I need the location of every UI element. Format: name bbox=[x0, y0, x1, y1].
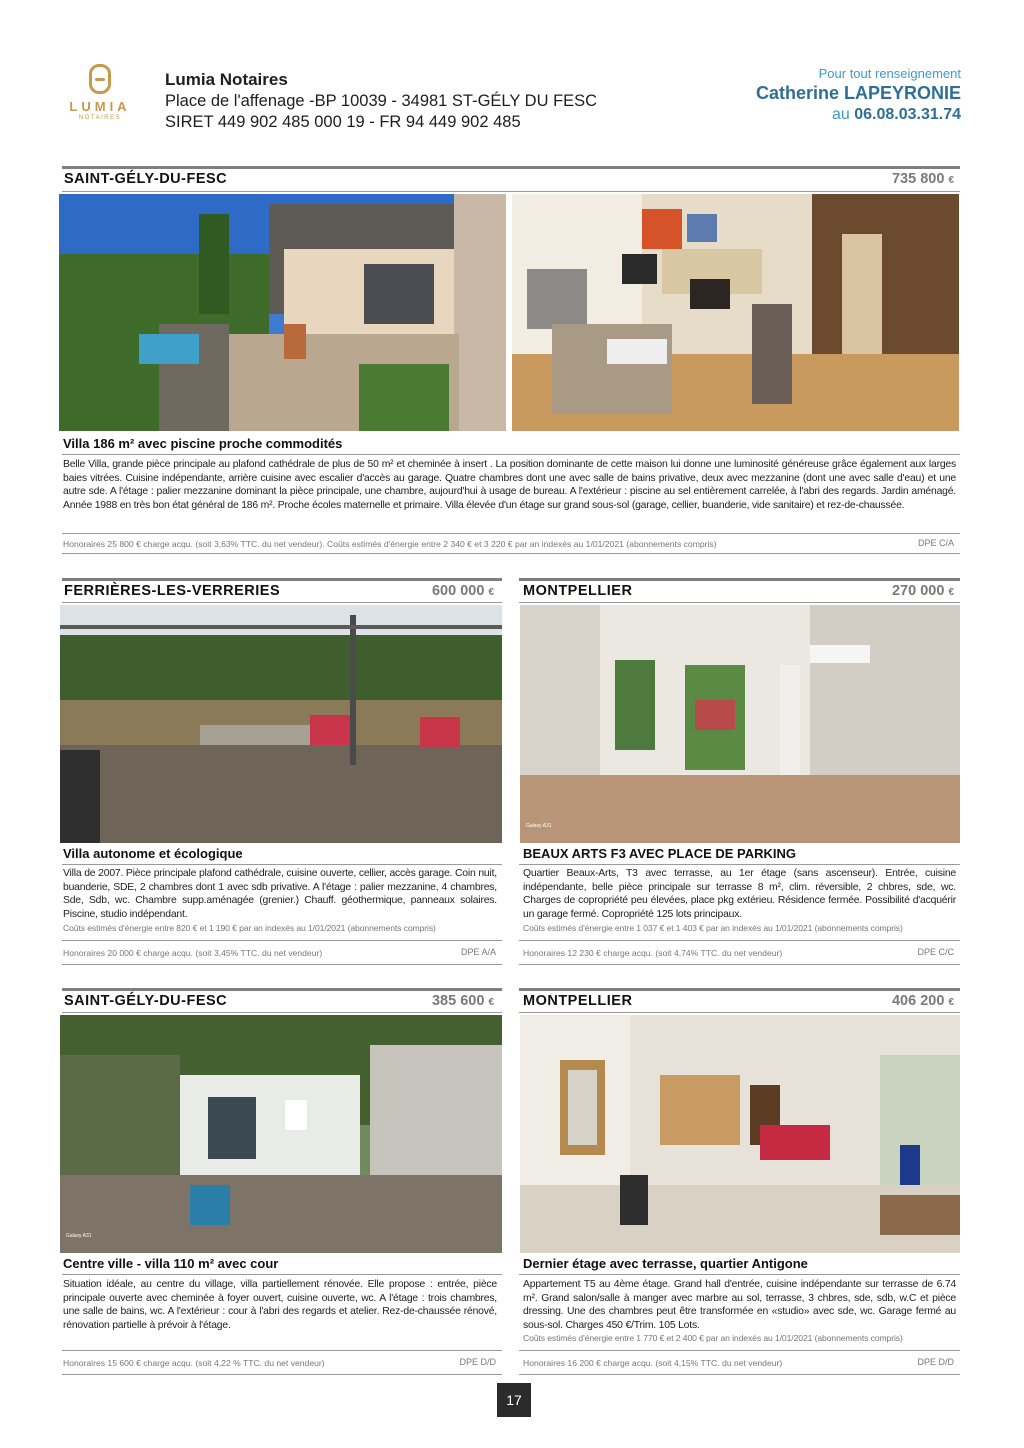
listing-2-city: FERRIÈRES-LES-VERRERIES bbox=[64, 583, 281, 599]
listing-1-photo-exterior bbox=[59, 194, 506, 431]
listing-2-energy: Coûts estimés d'énergie entre 820 € et 1 190 € par an indexés au 1/01/2021 (abonnements compris) bbox=[63, 923, 436, 933]
page-number: 17 bbox=[497, 1383, 531, 1417]
listing-2-price-value: 600 000 bbox=[431, 583, 485, 599]
listing-1-fees: Honoraires 25 800 € charge acqu. (soit 3,63% TTC. du net vendeur). Coûts estimés d'énergie entre 2 340 € et 3 220 € par an indexés au 1/01/2021 (abonnements compris) bbox=[63, 539, 717, 549]
listing-5-currency: € bbox=[948, 997, 954, 1008]
listing-1-city: SAINT-GÉLY-DU-FESC bbox=[64, 171, 228, 187]
listing-4-currency: € bbox=[488, 997, 494, 1008]
listing-3-photo-tag: Galaxy A31 bbox=[526, 823, 552, 829]
listing-2-rule bbox=[62, 602, 502, 603]
listing-4-top-rule bbox=[62, 988, 502, 991]
listing-5-top-rule bbox=[519, 988, 960, 991]
lumia-logo bbox=[62, 64, 138, 132]
listing-1-top-rule bbox=[62, 166, 960, 169]
listing-2-price bbox=[380, 583, 494, 599]
listing-1-description: Belle Villa, grande pièce principale au plafond cathédrale de plus de 50 m² et cheminée à insert . La position dominante de cette maison lui donne une luminosité généreuse grâce également aux larges baies vitrées. Cuisine indépendante, arrière cuisine avec escalier d'accès au garage. Quatre chambres dont une avec salle de bains privative, deux avec mezzanine (dont une avec salle d'eau) et une autre sde. A l'étage : palier mezzanine dominant la pièce principale, une chambre, aujourd'hui à usage de bureau. A l'extérieur : piscine au sel entièrement carrelée, à l'abri des regards. Jardin aménagé. Année 1988 en très bon état général de 186 m². Proche écoles maternelle et primaire. Villa élevée d'un étage sur grand sous-sol (garage, cellier, buanderie, vide sanitaire) et rez-de-chaussée. bbox=[63, 459, 956, 511]
listing-2-footer-rule bbox=[62, 940, 502, 941]
listing-5-rule bbox=[519, 1012, 960, 1013]
listing-3-currency: € bbox=[948, 587, 954, 598]
listing-4-title: Centre ville - villa 110 m² avec cour bbox=[63, 1256, 279, 1271]
listing-4-photo-courtyard bbox=[60, 1015, 502, 1253]
listing-2-bottom-rule bbox=[62, 964, 502, 965]
lumia-logo-icon bbox=[89, 64, 111, 94]
listing-5-title: Dernier étage avec terrasse, quartier Antigone bbox=[523, 1256, 808, 1271]
listing-3-photo-interior bbox=[520, 605, 960, 843]
listing-2-description: Villa de 2007. Pièce principale plafond cathédrale, cuisine ouverte, cellier, accès garage. Coin nuit, buanderie, SDE, 2 chambres dont 1 avec sdb privative. A l'étage : palier mezzanine, 4 chambres, Sde, Sdb, wc. Chambre supp.aménagée (grenier.) Chauff. géothermique, panneaux solaires. Piscine, studio indépendant. bbox=[63, 868, 497, 920]
listing-3-description: Quartier Beaux-Arts, T3 avec terrasse, au 1er étage (sans ascenseur). Entrée, cuisine indépendante, belle pièce principale sur terrasse 8 m², clim. réversible, 2 chbres, sde, wc. Charges de copropriété peu élevées, place pkg extérieu. Résidence fermée. Possibilité d'acquérir un garage fermé. Copropriété 125 lots principaux. bbox=[523, 868, 956, 920]
listing-5-price-value: 406 200 bbox=[891, 993, 945, 1009]
listing-3-title: BEAUX ARTS F3 AVEC PLACE DE PARKING bbox=[523, 846, 797, 861]
contact-label: Pour tout renseignement bbox=[818, 66, 961, 81]
listing-5-dpe: DPE D/D bbox=[917, 1357, 954, 1367]
listing-2-title: Villa autonome et écologique bbox=[63, 846, 243, 861]
listing-3-city: MONTPELLIER bbox=[523, 583, 633, 599]
listing-5-description: Appartement T5 au 4ème étage. Grand hall d'entrée, cuisine indépendante sur terrasse de 6.74 m². Grand salon/salle à manger avec marbre au sol, terrasse, 3 chbres, sde, sdb, w.C et pièce dressing. Une des chambres peut être transformée en «studio» avec sde, wc. Garage fermé au sous-sol. Charges 450 €/Trim. 105 Lots. bbox=[523, 1279, 956, 1331]
logo-word: LUMIA bbox=[69, 99, 131, 114]
listing-4-description: Situation idéale, au centre du village, villa partiellement rénovée. Elle propose : entrée, pièce principale ouverte avec cheminée à foyer ouvert, cuisine ouverte, wc. A l'étage : trois chambres, une salle de bains, wc. A l'extérieur : cour à l'abri des regards et atelier. Rez-de-chaussée rénové, rénovation partielle à prévoir à l'étage. bbox=[63, 1279, 497, 1331]
listing-4-fees: Honoraires 15 600 € charge acqu. (soit 4,22 % TTC. du net vendeur) bbox=[63, 1358, 325, 1368]
listing-2-title-rule bbox=[62, 864, 502, 865]
listing-1-price bbox=[892, 171, 954, 187]
listing-2-photo-terrace bbox=[60, 605, 502, 843]
listing-3-footer-rule bbox=[519, 940, 960, 941]
listing-4-bottom-rule bbox=[62, 1374, 502, 1375]
company-name: Lumia Notaires bbox=[165, 70, 288, 89]
listing-5-title-rule bbox=[519, 1274, 960, 1275]
listing-5-footer-rule bbox=[519, 1350, 960, 1351]
listing-5-price bbox=[892, 993, 954, 1009]
listing-3-price bbox=[892, 583, 954, 599]
listing-1-photo-living-room bbox=[512, 194, 959, 431]
listing-3-price-value: 270 000 bbox=[891, 583, 945, 599]
listing-1-dpe: DPE C/A bbox=[917, 538, 954, 548]
listing-2-dpe: DPE A/A bbox=[460, 947, 496, 957]
listing-3-fees: Honoraires 12 230 € charge acqu. (soit 4,74% TTC. du net vendeur) bbox=[523, 948, 783, 958]
listing-5-fees: Honoraires 16 200 € charge acqu. (soit 4,15% TTC. du net vendeur) bbox=[523, 1358, 783, 1368]
listing-4-price bbox=[380, 993, 494, 1009]
listing-1-title: Villa 186 m² avec piscine proche commodités bbox=[63, 436, 343, 451]
listing-4-price-value: 385 600 bbox=[431, 993, 485, 1009]
contact-phone: 06.08.03.31.74 bbox=[854, 106, 961, 123]
listing-1-footer-rule bbox=[62, 533, 960, 534]
listing-5-energy: Coûts estimés d'énergie entre 1 770 € et 2 400 € par an indexés au 1/01/2021 (abonnements compris) bbox=[523, 1333, 903, 1343]
listing-4-title-rule bbox=[62, 1274, 502, 1275]
contact-name: Catherine LAPEYRONIE bbox=[755, 83, 961, 103]
contact-phone-prefix: au bbox=[831, 106, 850, 123]
listing-5-photo-living-room bbox=[520, 1015, 960, 1253]
listing-2-top-rule bbox=[62, 578, 502, 581]
listing-1-bottom-rule bbox=[62, 553, 960, 554]
company-siret: SIRET 449 902 485 000 19 - FR 94 449 902 485 bbox=[165, 113, 521, 131]
contact-phone-line bbox=[832, 106, 961, 124]
listing-4-rule bbox=[62, 1012, 502, 1013]
listing-1-currency: € bbox=[948, 175, 954, 186]
listing-3-title-rule bbox=[519, 864, 960, 865]
listing-1-price-value: 735 800 bbox=[891, 171, 945, 187]
company-address: Place de l'affenage -BP 10039 - 34981 ST-GÉLY DU FESC bbox=[165, 92, 598, 110]
listing-2-fees: Honoraires 20 000 € charge acqu. (soit 3,45% TTC. du net vendeur) bbox=[63, 948, 323, 958]
listing-5-city: MONTPELLIER bbox=[523, 993, 633, 1009]
listing-4-city: SAINT-GÉLY-DU-FESC bbox=[64, 993, 228, 1009]
listing-3-top-rule bbox=[519, 578, 960, 581]
listing-4-photo-tag: Galaxy A31 bbox=[66, 1233, 92, 1239]
listing-2-currency: € bbox=[488, 587, 494, 598]
logo-sub: NOTAIRES bbox=[78, 115, 122, 121]
listing-1-rule bbox=[62, 191, 960, 192]
listing-3-rule bbox=[519, 602, 960, 603]
listing-1-title-rule bbox=[62, 454, 960, 455]
listing-4-dpe: DPE D/D bbox=[459, 1357, 496, 1367]
listing-3-bottom-rule bbox=[519, 964, 960, 965]
listing-4-footer-rule bbox=[62, 1350, 502, 1351]
listing-3-dpe: DPE C/C bbox=[917, 947, 954, 957]
listing-5-bottom-rule bbox=[519, 1374, 960, 1375]
listing-3-energy: Coûts estimés d'énergie entre 1 037 € et 1 403 € par an indexés au 1/01/2021 (abonnements compris) bbox=[523, 923, 903, 933]
